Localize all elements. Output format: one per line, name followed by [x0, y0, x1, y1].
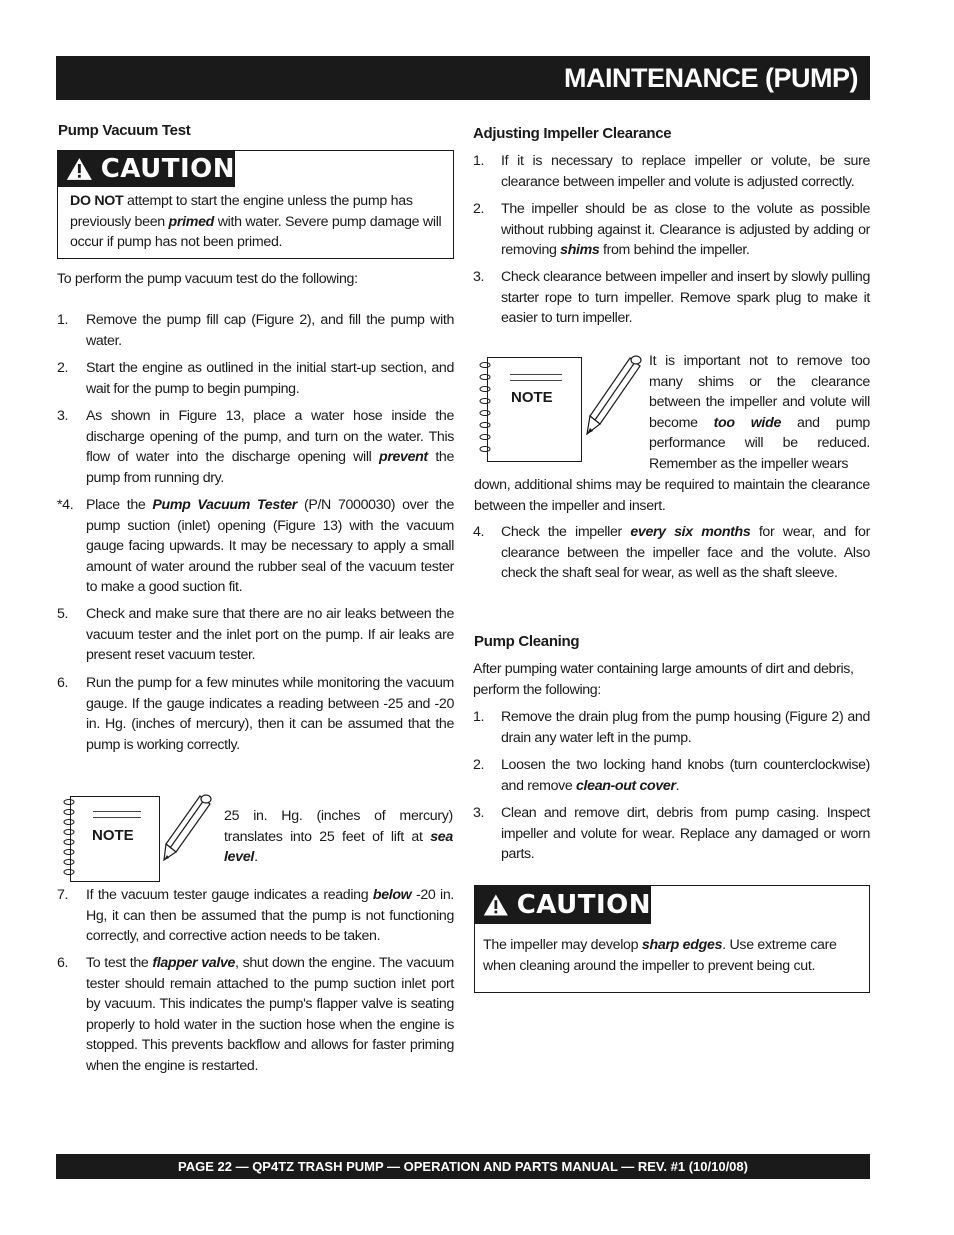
- item-number: 6.: [57, 675, 69, 691]
- item-text: Clean and remove dirt, debris from pump casing. Inspect impeller and volute for wear. Replace any damaged or worn parts.: [501, 805, 870, 862]
- emphasis: below: [372, 887, 412, 903]
- note-line: [510, 380, 562, 381]
- note-line: [93, 811, 141, 812]
- text-part: 25 in. Hg. (inches of mercury) translates into 25 feet of lift at: [224, 808, 453, 845]
- text-part: As shown in Figure 13, place a water hose inside the discharge opening of the pump, and turn on the water. This flow of water into the discharge opening will: [86, 408, 454, 465]
- note-text-continued: down, additional shims may be required to maintain the clearance between the impeller and insert.: [474, 477, 870, 514]
- item-number: 2.: [57, 360, 69, 376]
- list-item: [473, 522, 870, 584]
- list-item: [57, 953, 454, 1076]
- list-item: [57, 406, 454, 488]
- text-part: (P/N 7000030) over the pump suction (inlet) opening (Figure 13) with the vacuum gauge facing upwards. It may be necessary to apply a small amount of water around the rubber seal of the vacuum tester to make a good suction fit.: [86, 497, 454, 595]
- text-part: from behind the impeller.: [599, 242, 750, 258]
- caution-box-sharp-edges: [474, 885, 870, 993]
- list-item: [473, 151, 870, 192]
- text-part: The impeller should be as close to the volute as possible without rubbing against it. Clearance is adjusted by adding or removing: [501, 201, 870, 258]
- text-part: Check the impeller: [501, 524, 631, 540]
- item-text: [501, 199, 870, 261]
- list-item: [57, 885, 454, 947]
- item-text: Start the engine as outlined in the initial start-up section, and wait for the pump to begin pumping.: [86, 360, 454, 397]
- page-title: MAINTENANCE (PUMP): [56, 56, 870, 100]
- vacuum-test-intro: To perform the pump vacuum test do the following:: [57, 271, 358, 287]
- text-part: If the vacuum tester gauge indicates a reading: [86, 887, 373, 903]
- list-item: [57, 495, 454, 598]
- text-part: and pump performance will be reduced. Remember as the impeller wears: [649, 414, 870, 472]
- list-item: [473, 267, 870, 329]
- spiral-binding-icon: [62, 798, 76, 882]
- list-item: [57, 604, 454, 666]
- caution-text: [483, 935, 863, 976]
- text-part: , shut down the engine. The vacuum tester should remain attached to the pump suction inlet port by vacuum. This indicates the pump's flapper valve is seating properly to hold water in the suction hose when the engine is stopped. This prevents backflow and allows for faster priming when the engine is restarted.: [86, 955, 455, 1074]
- text-part: .: [254, 849, 258, 865]
- note-text: [649, 351, 870, 474]
- item-number: *4.: [57, 497, 74, 513]
- text-part: for wear, and for clearance between the impeller face and the volute. Also check the shaft seal for wear, as well as the shaft sleeve.: [501, 524, 870, 581]
- item-number: 7.: [57, 887, 69, 903]
- caution-label-text: CAUTION: [100, 154, 235, 184]
- spiral-binding-icon: [478, 360, 492, 462]
- emphasis: sharp edges: [641, 937, 723, 953]
- item-text: [501, 755, 870, 796]
- text-part: It is important not to remove too many shims or the clearance between the impeller and volute will become: [649, 353, 870, 431]
- do-not-text: DO NOT: [70, 193, 124, 209]
- text-part: The impeller may develop: [483, 937, 642, 953]
- emphasis: flapper valve: [152, 955, 236, 971]
- list-item: [57, 673, 454, 755]
- emphasis: Pump Vacuum Tester: [152, 497, 297, 513]
- caution-label: [58, 151, 235, 187]
- item-text: [86, 406, 454, 488]
- item-text: Run the pump for a few minutes while monitoring the vacuum gauge. If the gauge indicates a reading between -25 and -20 in. Hg. (inches of mercury), then it can be assumed that the pump is working correctly.: [86, 675, 454, 753]
- text-part: Loosen the two locking hand knobs (turn counterclockwise) and remove: [501, 757, 870, 794]
- item-text: [501, 522, 870, 584]
- emphasis: every six months: [630, 524, 751, 540]
- item-number: 3.: [473, 805, 485, 821]
- heading-pump-vacuum-test: Pump Vacuum Test: [58, 122, 191, 139]
- item-number: 6.: [57, 955, 69, 971]
- item-number: 3.: [473, 269, 485, 285]
- text-part: -20 in. Hg, it can then be assumed that the pump is not functioning correctly, and corrective action needs to be taken.: [86, 887, 454, 944]
- note-line: [510, 374, 562, 375]
- item-text: If it is necessary to replace impeller or volute, be sure clearance between impeller and volute is adjusted correctly.: [501, 153, 870, 190]
- caution-text-part: with water. Severe pump damage will occur if pump has not been primed.: [70, 213, 442, 250]
- note-label: NOTE: [92, 827, 134, 844]
- item-text: Check and make sure that there are no air leaks between the vacuum tester and the inlet port on the pump. If air leaks are present reset vacuum tester.: [86, 606, 454, 663]
- heading-adjusting-impeller: Adjusting Impeller Clearance: [473, 125, 672, 142]
- item-number: 2.: [473, 201, 485, 217]
- warning-triangle-icon: [66, 155, 93, 183]
- warning-triangle-icon: [483, 891, 509, 919]
- item-number: 1.: [473, 153, 485, 169]
- item-text: [86, 953, 454, 1076]
- text-part: Place the: [86, 497, 153, 513]
- cleaning-intro: After pumping water containing large amounts of dirt and debris, perform the following:: [473, 661, 854, 698]
- item-number: 1.: [473, 709, 485, 725]
- list-item: [473, 755, 870, 796]
- caution-label-text: CAUTION: [516, 890, 651, 920]
- emphasis: sea level: [224, 828, 453, 865]
- item-text: [86, 885, 454, 947]
- text-part: . Use extreme care when cleaning around the impeller to prevent being cut.: [483, 937, 837, 974]
- list-item: [473, 803, 870, 865]
- caution-label: [475, 886, 651, 924]
- item-text: Remove the pump fill cap (Figure 2), and fill the pump with water.: [86, 312, 454, 349]
- item-number: 2.: [473, 757, 485, 773]
- pencil-icon: [584, 352, 646, 438]
- list-item: [473, 199, 870, 261]
- item-number: 5.: [57, 606, 69, 622]
- emphasis: clean-out cover: [576, 777, 676, 794]
- caution-text-part: attempt to start the engine unless the pump has previously been: [70, 193, 413, 230]
- list-item: [57, 310, 454, 351]
- note-pad: [70, 796, 160, 882]
- primed-emphasis: primed: [168, 213, 215, 230]
- list-item: [473, 707, 870, 748]
- note-text: [224, 806, 453, 868]
- text-part: To test the: [86, 955, 153, 971]
- page-footer: PAGE 22 — QP4TZ TRASH PUMP — OPERATION AND PARTS MANUAL — REV. #1 (10/10/08): [56, 1154, 870, 1179]
- emphasis: prevent: [379, 449, 428, 465]
- item-number: 3.: [57, 408, 69, 424]
- note-line: [93, 817, 141, 818]
- item-text: Remove the drain plug from the pump housing (Figure 2) and drain any water left in the pump.: [501, 709, 870, 746]
- item-text: [86, 495, 454, 598]
- emphasis: shims: [560, 242, 600, 258]
- emphasis: too wide: [713, 414, 782, 431]
- caution-text: [70, 191, 447, 253]
- item-text: Check clearance between impeller and insert by slowly pulling starter rope to turn impeller. Remove spark plug to make it easier to turn impeller.: [501, 269, 870, 326]
- text-part: .: [675, 777, 680, 794]
- note-label: NOTE: [511, 389, 553, 406]
- item-number: 1.: [57, 312, 69, 328]
- heading-pump-cleaning: Pump Cleaning: [474, 633, 580, 650]
- caution-box-prime: [57, 150, 454, 259]
- list-item: [57, 358, 454, 399]
- item-number: 4.: [473, 524, 485, 540]
- text-part: the pump from running dry.: [86, 449, 455, 486]
- pencil-icon: [160, 792, 216, 864]
- note-pad: [487, 357, 582, 462]
